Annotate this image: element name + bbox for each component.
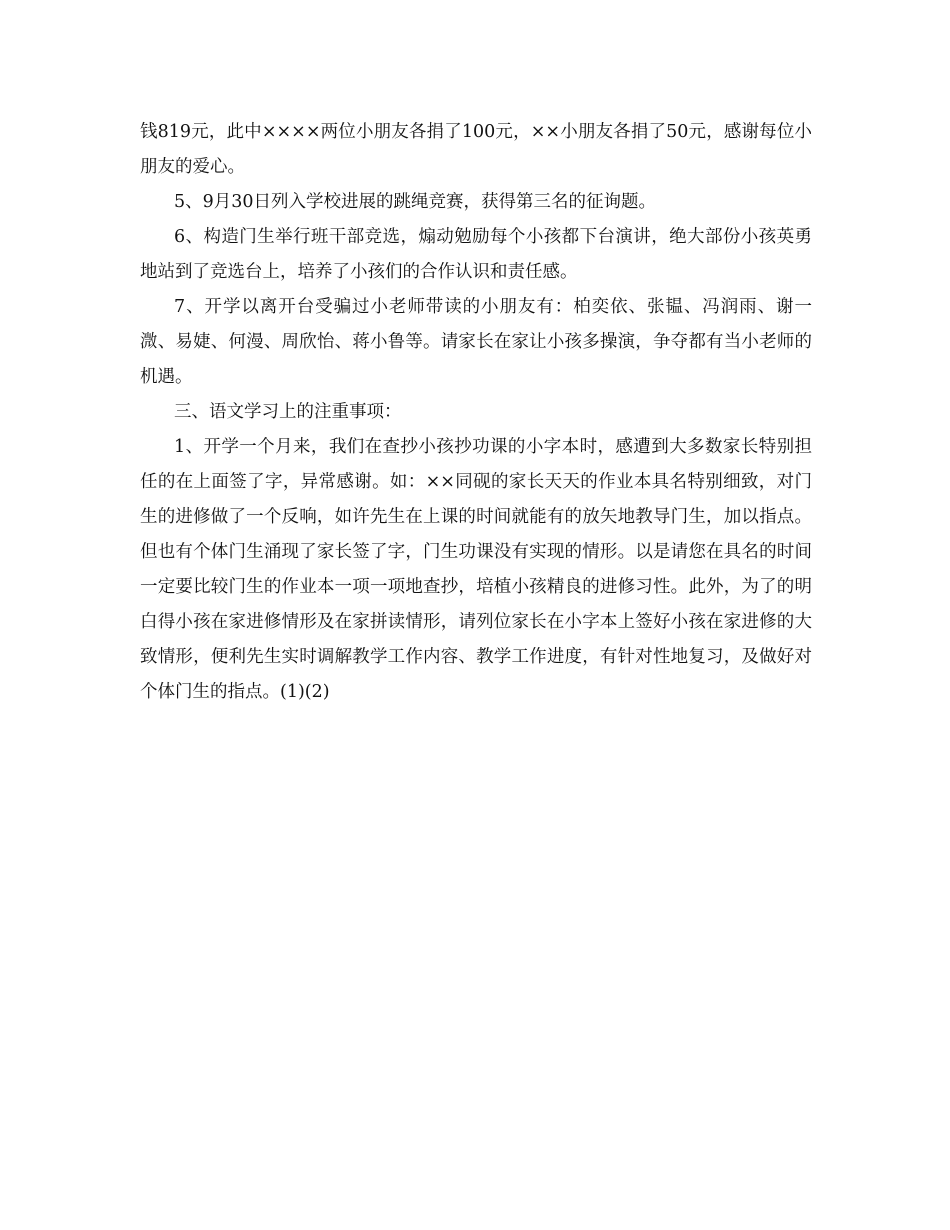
paragraph-donation-continued: 钱819元，此中××××两位小朋友各捐了100元，××小朋友各捐了50元，感谢每位小朋友的爱心。	[140, 122, 812, 177]
paragraph-item-5: 5、9月30日列入学校进展的跳绳竞赛，获得第三名的征询题。	[174, 192, 657, 212]
paragraph-item-7: 7、开学以离开台受骗过小老师带读的小朋友有：柏奕依、张韫、冯润雨、谢一溦、易婕、何漫、周欣怡、蒋小鲁等。请家长在家让小孩多操演，争夺都有当小老师的机遇。	[140, 297, 812, 387]
paragraph-item-6: 6、构造门生举行班干部竞选，煽动勉励每个小孩都下台演讲，绝大部份小孩英勇地站到了竞选台上，培养了小孩们的合作认识和责任感。	[140, 227, 812, 282]
paragraph-section-3-item-1: 1、开学一个月来，我们在查抄小孩抄功课的小字本时，感遭到大多数家长特别担任的在上面签了字，异常感谢。如：××同砚的家长天天的作业本具名特别细致，对门生的进修做了一个反响，如许先生在上课的时间就能有的放矢地教导门生，加以指点。但也有个体门生涌现了家长签了字，门生功课没有实现的情形。以是请您在具名的时间一定要比较门生的作业本一项一项地查抄，培植小孩精良的进修习性。此外，为了的明白得小孩在家进修情形及在家拼读情形，请列位家长在小字本上签好小孩在家进修的大致情形，便利先生实时调解教学工作内容、教学工作进度，有针对性地复习，及做好对个体门生的指点。(1)(2)	[140, 437, 812, 702]
document-body	[140, 115, 812, 710]
section-heading-3: 三、语文学习上的注重事项：	[174, 402, 402, 422]
